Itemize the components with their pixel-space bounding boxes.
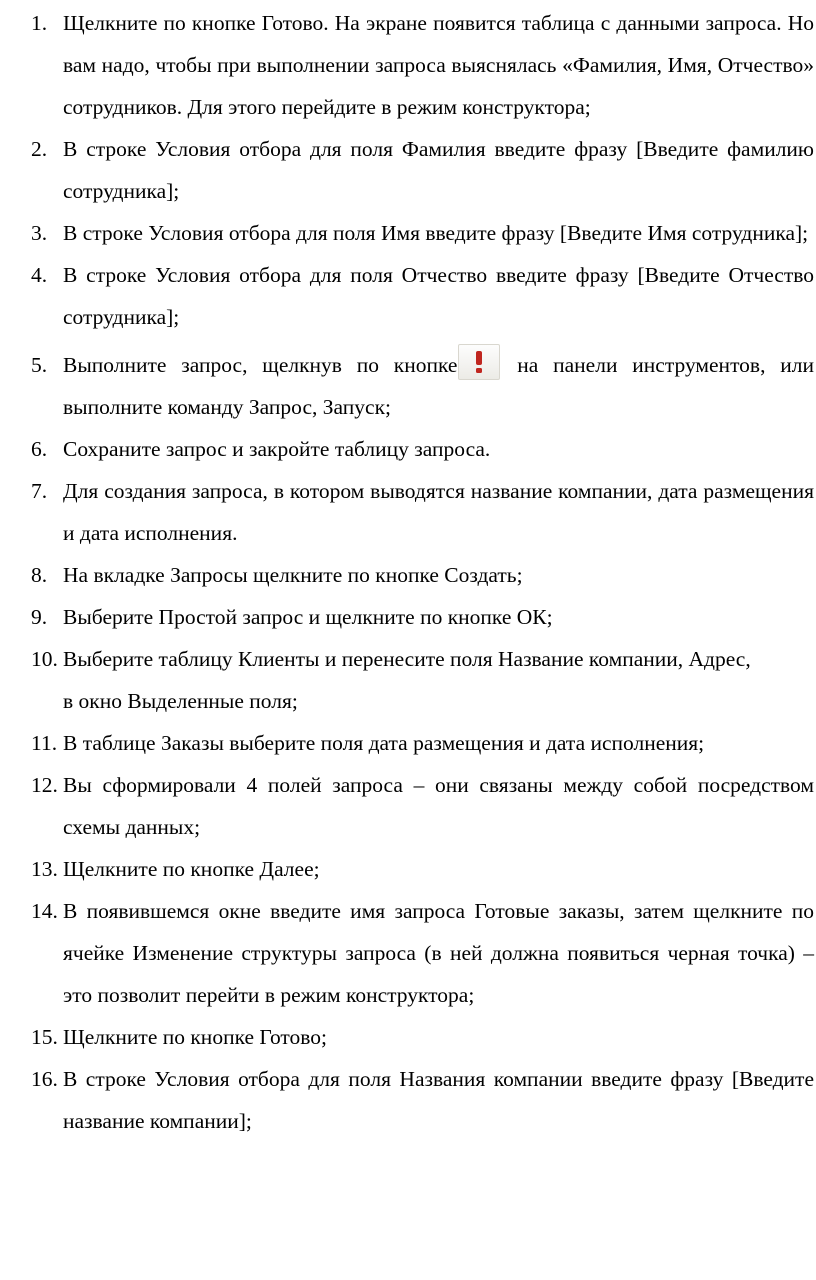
item-number: 5. [31, 353, 48, 377]
run-query-icon [458, 344, 500, 380]
item-number: 11. [31, 731, 58, 755]
item-text: Вы сформировали 4 полей запроса – они связаны между собой посредством схемы данных; [63, 773, 814, 839]
list-item [0, 254, 814, 338]
item-number: 12. [31, 773, 58, 797]
item-text: На вкладке Запросы щелкните по кнопке Создать; [63, 563, 523, 587]
list-item [0, 848, 814, 890]
list-item [0, 722, 814, 764]
item-text: В таблице Заказы выберите поля дата размещения и дата исполнения; [63, 731, 705, 755]
item-text: В появившемся окне введите имя запроса Готовые заказы, затем щелкните по ячейке Изменение структуры запроса (в ней должна появиться черная точка) – это позволит перейти в режим конструктора; [63, 899, 814, 1007]
list-item [0, 428, 814, 470]
item-text: Выберите Простой запрос и щелкните по кнопке ОК; [63, 605, 553, 629]
item-text: В строке Условия отбора для поля Отчество введите фразу [Введите Отчество сотрудника]; [63, 263, 814, 329]
list-item [0, 596, 814, 638]
list-item [0, 554, 814, 596]
item-number: 2. [31, 137, 48, 161]
item-text-continuation: в окно Выделенные поля; [63, 689, 298, 713]
item-text: В строке Условия отбора для поля Названия компании введите фразу [Введите название компании]; [63, 1067, 814, 1133]
item-text: Выберите таблицу Клиенты и перенесите поля Название компании, Адрес, [63, 647, 751, 671]
item-number: 1. [31, 11, 48, 35]
item-number: 16. [31, 1067, 58, 1091]
list-item [0, 470, 814, 554]
list-item [0, 344, 814, 428]
item-text: В строке Условия отбора для поля Имя введите фразу [Введите Имя сотрудника]; [63, 221, 809, 245]
item-number: 14. [31, 899, 58, 923]
item-number: 3. [31, 221, 48, 245]
item-number: 8. [31, 563, 48, 587]
list-item [0, 638, 814, 722]
item-number: 13. [31, 857, 58, 881]
list-item [0, 212, 814, 254]
item-number: 4. [31, 263, 48, 287]
item-number: 15. [31, 1025, 58, 1049]
item-text: Щелкните по кнопке Готово; [63, 1025, 327, 1049]
item-number: 7. [31, 479, 48, 503]
list-item [0, 1016, 814, 1058]
list-item [0, 764, 814, 848]
item-text: В строке Условия отбора для поля Фамилия введите фразу [Введите фамилию сотрудника]; [63, 137, 814, 203]
list-item [0, 890, 814, 1016]
item-text-after: на панели инструментов, или выполните команду Запрос, Запуск; [63, 353, 814, 419]
item-number: 6. [31, 437, 48, 461]
item-text [63, 344, 814, 428]
list-item [0, 128, 814, 212]
item-number: 10. [31, 647, 58, 671]
list-item [0, 1058, 814, 1142]
item-text: Щелкните по кнопке Далее; [63, 857, 320, 881]
list-item [0, 2, 814, 128]
instruction-list [0, 2, 814, 1142]
item-number: 9. [31, 605, 48, 629]
item-text: Щелкните по кнопке Готово. На экране появится таблица с данными запроса. Но вам надо, чтобы при выполнении запроса выяснялась «Фамилия, Имя, Отчество» сотрудников. Для этого перейдите в режим конструктора; [63, 11, 814, 119]
item-text: Сохраните запрос и закройте таблицу запроса. [63, 437, 491, 461]
item-text-before: Выполните запрос, щелкнув по кнопке [63, 353, 458, 377]
item-text: Для создания запроса, в котором выводятся название компании, дата размещения и дата исполнения. [63, 479, 814, 545]
